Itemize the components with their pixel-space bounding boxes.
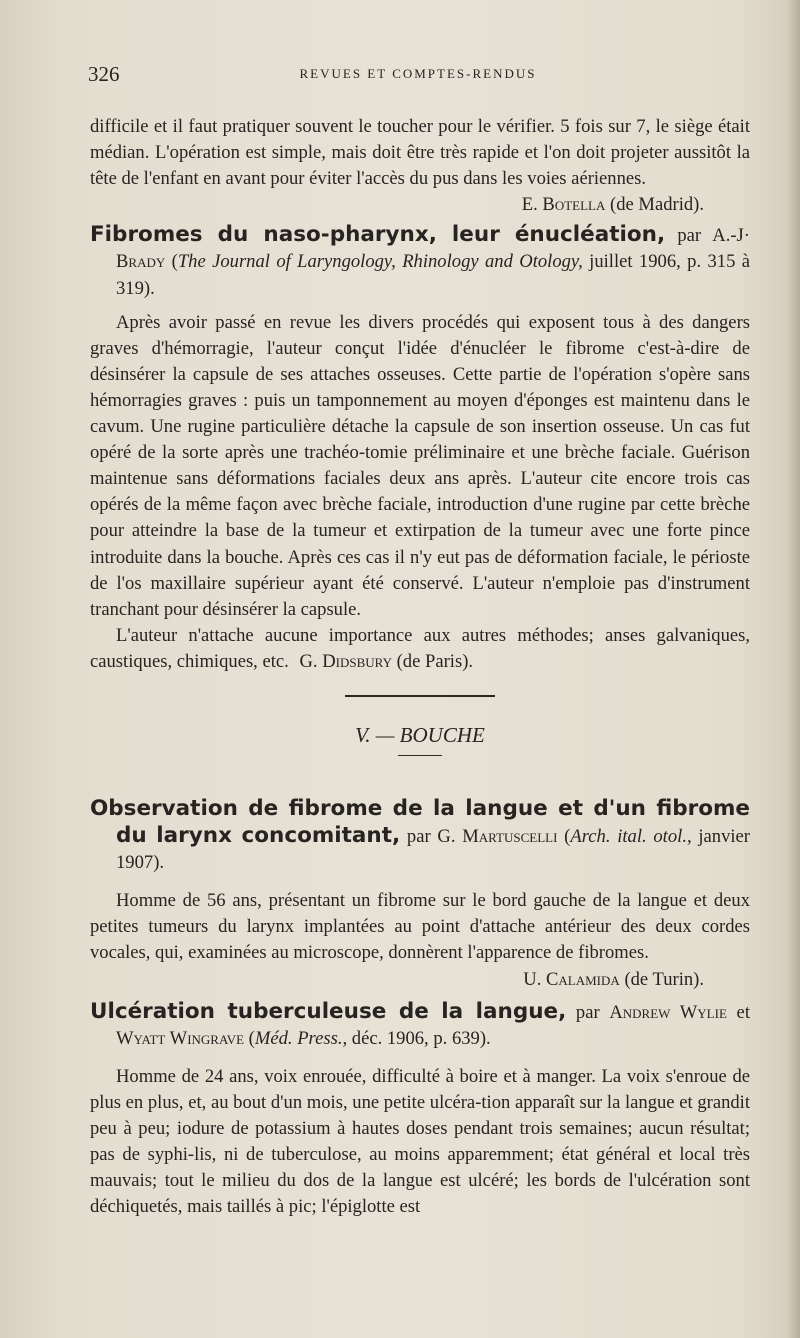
section-heading: V. — BOUCHE: [355, 722, 485, 747]
article3-author-2: Wyatt Wingrave: [116, 1027, 245, 1049]
page-header: [88, 62, 748, 86]
article1-signature: G. Didsbury (de Paris).: [299, 650, 474, 672]
article2-title: Observation de fibrome de la langue et d'un fibrome du larynx concomitant,: [90, 795, 750, 849]
intro-signature: E. Botella (de Madrid).: [521, 194, 704, 216]
article2-signature: U. Calamida (de Turin).: [523, 968, 704, 990]
article1-paragraph-1: Après avoir passé en revue les divers procédés qui exposent tous à des dangers graves d'hémorragie, l'auteur conçut l'idée d'énucléer le fibrome c'est-à-dire de désinsérer la capsule de ses attaches osseuses. Cette partie de l'opération s'opère sans hémorragies graves : puis un tamponnement au moyen d'éponges est maintenu dans le cavum. Une rugine particulière détache la capsule de son insertion osseuse. Un cas fut opéré de la sorte après une trachéo-tomie préliminaire et une brèche faciale. Guérison maintenue sans déformations faciales deux ans après. L'auteur cite encore trois cas opérés de la même façon avec brèche faciale, introduction d'une rugine par cette brèche pour atteindre la base de la tumeur et extirpation de la tumeur avec une forte pince introduite dans la bouche. Après ces cas il n'y eut pas de déformation faciale, le périoste de l'os maxillaire supérieur ayant été conservé. L'auteur n'emploie pas d'instrument tranchant pour désinsérer la capsule.: [90, 311, 750, 620]
article2-author: Martuscelli: [462, 826, 558, 848]
running-head: REVUES ET COMPTES-RENDUS: [299, 66, 537, 81]
article2-journal: Arch. ital. otol.,: [570, 826, 692, 848]
article3-title: Ulcération tuberculeuse de la langue,: [90, 998, 567, 1024]
article3-heading: Ulcération tuberculeuse de la langue, par Andrew Wylie et Wyatt Wingrave (Méd. Press., déc. 1906, p. 639).: [90, 998, 750, 1049]
article3-paragraph: Homme de 24 ans, voix enrouée, difficulté à boire et à manger. La voix s'enroue de plus en plus, et, au bout d'un mois, une petite ulcéra-tion apparaît sur la langue et grandit peu à peu; iodure de potassium à hautes doses pendant trois semaines; aucun résultat; pas de syphi-lis, ni de tuberculose, au moins apparemment; état général et local très mauvais; tout le milieu du dos de la langue est ulcéré; les bords de l'ulcération sont déchiquetés, mais taillés à pic; l'épiglotte est: [90, 1065, 750, 1218]
article1-author: Brady: [116, 251, 166, 273]
article2-heading: Observation de fibrome de la langue et d'un fibrome du larynx concomitant, par G. Martuscelli (Arch. ital. otol., janvier 1907).: [90, 795, 750, 874]
article1-heading: Fibromes du naso-pharynx, leur énucléation, par A.-J· Brady (The Journal of Laryngology, Rhinology and Otology, juillet 1906, p. 315 à 319).: [90, 222, 750, 299]
article1-title: Fibromes du naso-pharynx, leur énucléation,: [90, 222, 666, 248]
section-heading-underline: [398, 755, 442, 756]
article1-paragraph-2: L'auteur n'attache aucune importance aux autres méthodes; anses galvaniques, caustiques, chimiques, etc. G. Didsbury (de Paris).: [90, 624, 750, 672]
section-divider: [345, 695, 495, 697]
page-number: 326: [88, 62, 120, 86]
article3-journal: Méd. Press.,: [254, 1027, 348, 1049]
article1-journal: The Journal of Laryngology, Rhinology and Otology,: [177, 251, 583, 273]
article2-paragraph: Homme de 56 ans, présentant un fibrome sur le bord gauche de la langue et deux petites tumeurs du larynx implantées au point d'attache antérieur des deux cordes vocales, qui, examinées au microscope, donnèrent l'apparence de fibromes.: [90, 890, 750, 964]
page-body: [90, 114, 750, 1220]
intro-paragraph: difficile et il faut pratiquer souvent le toucher pour le vérifier. 5 fois sur 7, le siège était médian. L'opération est simple, mais doit être très rapide et l'on doit projeter aussitôt la tête de l'enfant en avant pour éviter l'accès du pus dans les voies aériennes.: [90, 116, 750, 190]
article3-author: Andrew Wylie: [609, 1001, 727, 1023]
